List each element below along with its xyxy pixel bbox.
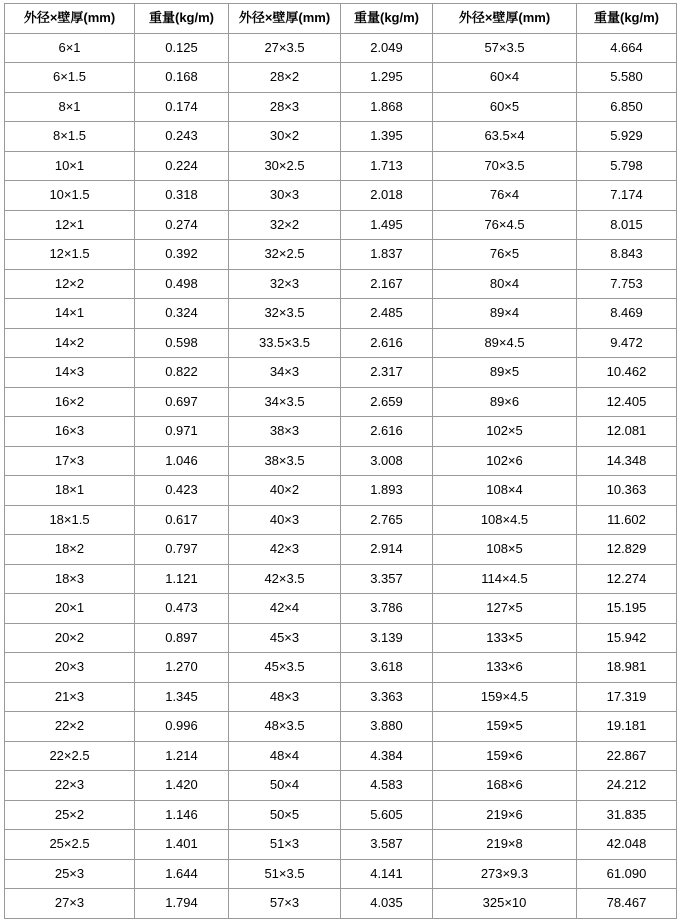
- table-row: [5, 328, 677, 358]
- table-cell: 0.392: [135, 240, 229, 270]
- table-cell: 0.168: [135, 63, 229, 93]
- table-cell: 22×2.5: [5, 741, 135, 771]
- table-row: [5, 210, 677, 240]
- table-cell: 27×3: [5, 889, 135, 919]
- table-row: [5, 446, 677, 476]
- table-row: [5, 299, 677, 329]
- table-cell: 8.469: [577, 299, 677, 329]
- table-row: [5, 682, 677, 712]
- table-row: [5, 830, 677, 860]
- table-row: [5, 505, 677, 535]
- table-cell: 32×3: [229, 269, 341, 299]
- table-row: [5, 417, 677, 447]
- table-cell: 30×2: [229, 122, 341, 152]
- table-cell: 14×3: [5, 358, 135, 388]
- table-cell: 0.274: [135, 210, 229, 240]
- table-cell: 4.384: [341, 741, 433, 771]
- table-cell: 0.125: [135, 33, 229, 63]
- table-cell: 76×4.5: [433, 210, 577, 240]
- table-cell: 127×5: [433, 594, 577, 624]
- table-cell: 19.181: [577, 712, 677, 742]
- table-cell: 0.224: [135, 151, 229, 181]
- table-cell: 273×9.3: [433, 859, 577, 889]
- table-cell: 16×3: [5, 417, 135, 447]
- table-cell: 12×1: [5, 210, 135, 240]
- table-cell: 0.318: [135, 181, 229, 211]
- table-cell: 159×4.5: [433, 682, 577, 712]
- table-cell: 0.598: [135, 328, 229, 358]
- table-cell: 31.835: [577, 800, 677, 830]
- table-cell: 63.5×4: [433, 122, 577, 152]
- table-cell: 25×3: [5, 859, 135, 889]
- table-cell: 0.243: [135, 122, 229, 152]
- table-cell: 4.141: [341, 859, 433, 889]
- table-cell: 108×5: [433, 535, 577, 565]
- table-row: [5, 33, 677, 63]
- table-row: [5, 771, 677, 801]
- table-cell: 0.822: [135, 358, 229, 388]
- table-cell: 8.015: [577, 210, 677, 240]
- table-row: [5, 181, 677, 211]
- table-cell: 57×3: [229, 889, 341, 919]
- table-row: [5, 564, 677, 594]
- table-cell: 1.345: [135, 682, 229, 712]
- table-cell: 51×3: [229, 830, 341, 860]
- table-cell: 0.697: [135, 387, 229, 417]
- table-cell: 38×3: [229, 417, 341, 447]
- table-cell: 1.295: [341, 63, 433, 93]
- table-row: [5, 712, 677, 742]
- table-cell: 0.498: [135, 269, 229, 299]
- table-cell: 18×2: [5, 535, 135, 565]
- table-cell: 48×3.5: [229, 712, 341, 742]
- table-cell: 89×6: [433, 387, 577, 417]
- table-cell: 1.046: [135, 446, 229, 476]
- table-row: [5, 535, 677, 565]
- table-cell: 42×3: [229, 535, 341, 565]
- table-cell: 6×1.5: [5, 63, 135, 93]
- table-cell: 38×3.5: [229, 446, 341, 476]
- table-cell: 168×6: [433, 771, 577, 801]
- table-cell: 1.794: [135, 889, 229, 919]
- table-header-row: [5, 4, 677, 34]
- table-cell: 159×6: [433, 741, 577, 771]
- table-cell: 0.797: [135, 535, 229, 565]
- table-cell: 3.357: [341, 564, 433, 594]
- column-header-weight-3: 重量(kg/m): [577, 4, 677, 34]
- table-cell: 12.081: [577, 417, 677, 447]
- table-cell: 76×4: [433, 181, 577, 211]
- table-cell: 40×2: [229, 476, 341, 506]
- table-cell: 45×3.5: [229, 653, 341, 683]
- table-cell: 1.495: [341, 210, 433, 240]
- table-row: [5, 240, 677, 270]
- table-cell: 1.214: [135, 741, 229, 771]
- table-cell: 1.395: [341, 122, 433, 152]
- table-cell: 219×8: [433, 830, 577, 860]
- table-cell: 25×2: [5, 800, 135, 830]
- table-cell: 3.008: [341, 446, 433, 476]
- table-cell: 89×4: [433, 299, 577, 329]
- table-cell: 2.317: [341, 358, 433, 388]
- table-row: [5, 151, 677, 181]
- table-cell: 0.617: [135, 505, 229, 535]
- table-cell: 8×1: [5, 92, 135, 122]
- table-cell: 3.618: [341, 653, 433, 683]
- table-cell: 12.829: [577, 535, 677, 565]
- table-cell: 10.363: [577, 476, 677, 506]
- table-cell: 159×5: [433, 712, 577, 742]
- table-cell: 325×10: [433, 889, 577, 919]
- table-row: [5, 623, 677, 653]
- table-cell: 2.485: [341, 299, 433, 329]
- table-cell: 22.867: [577, 741, 677, 771]
- table-cell: 28×2: [229, 63, 341, 93]
- table-cell: 5.929: [577, 122, 677, 152]
- table-row: [5, 358, 677, 388]
- table-cell: 30×3: [229, 181, 341, 211]
- table-cell: 32×2: [229, 210, 341, 240]
- table-cell: 28×3: [229, 92, 341, 122]
- table-cell: 34×3.5: [229, 387, 341, 417]
- table-cell: 33.5×3.5: [229, 328, 341, 358]
- column-header-weight-1: 重量(kg/m): [135, 4, 229, 34]
- table-cell: 89×4.5: [433, 328, 577, 358]
- table-row: [5, 63, 677, 93]
- table-cell: 32×3.5: [229, 299, 341, 329]
- table-cell: 45×3: [229, 623, 341, 653]
- table-cell: 1.644: [135, 859, 229, 889]
- table-cell: 50×5: [229, 800, 341, 830]
- table-cell: 4.664: [577, 33, 677, 63]
- table-cell: 133×5: [433, 623, 577, 653]
- table-cell: 0.897: [135, 623, 229, 653]
- table-cell: 6×1: [5, 33, 135, 63]
- table-cell: 22×2: [5, 712, 135, 742]
- table-cell: 1.868: [341, 92, 433, 122]
- table-row: [5, 741, 677, 771]
- table-cell: 18×3: [5, 564, 135, 594]
- table-cell: 61.090: [577, 859, 677, 889]
- table-cell: 5.798: [577, 151, 677, 181]
- table-cell: 27×3.5: [229, 33, 341, 63]
- table-cell: 15.942: [577, 623, 677, 653]
- table-cell: 10×1.5: [5, 181, 135, 211]
- table-cell: 14×1: [5, 299, 135, 329]
- table-cell: 2.018: [341, 181, 433, 211]
- table-cell: 34×3: [229, 358, 341, 388]
- table-cell: 4.583: [341, 771, 433, 801]
- table-cell: 60×4: [433, 63, 577, 93]
- table-cell: 0.971: [135, 417, 229, 447]
- table-cell: 18×1: [5, 476, 135, 506]
- table-cell: 30×2.5: [229, 151, 341, 181]
- table-cell: 20×3: [5, 653, 135, 683]
- table-cell: 3.786: [341, 594, 433, 624]
- table-cell: 21×3: [5, 682, 135, 712]
- table-cell: 20×2: [5, 623, 135, 653]
- pipe-weight-table: [4, 3, 677, 919]
- table-cell: 24.212: [577, 771, 677, 801]
- table-cell: 20×1: [5, 594, 135, 624]
- table-cell: 8×1.5: [5, 122, 135, 152]
- table-cell: 42×4: [229, 594, 341, 624]
- table-cell: 5.580: [577, 63, 677, 93]
- table-cell: 2.765: [341, 505, 433, 535]
- table-cell: 10.462: [577, 358, 677, 388]
- table-cell: 42×3.5: [229, 564, 341, 594]
- table-cell: 12.405: [577, 387, 677, 417]
- table-cell: 12×2: [5, 269, 135, 299]
- table-cell: 7.174: [577, 181, 677, 211]
- column-header-weight-2: 重量(kg/m): [341, 4, 433, 34]
- table-cell: 1.401: [135, 830, 229, 860]
- table-cell: 57×3.5: [433, 33, 577, 63]
- table-cell: 0.324: [135, 299, 229, 329]
- table-cell: 1.146: [135, 800, 229, 830]
- table-cell: 14.348: [577, 446, 677, 476]
- table-cell: 1.893: [341, 476, 433, 506]
- table-cell: 0.174: [135, 92, 229, 122]
- table-cell: 18×1.5: [5, 505, 135, 535]
- table-cell: 70×3.5: [433, 151, 577, 181]
- table-cell: 16×2: [5, 387, 135, 417]
- table-cell: 3.363: [341, 682, 433, 712]
- table-cell: 102×6: [433, 446, 577, 476]
- table-cell: 12.274: [577, 564, 677, 594]
- table-cell: 1.121: [135, 564, 229, 594]
- table-cell: 6.850: [577, 92, 677, 122]
- table-cell: 2.914: [341, 535, 433, 565]
- table-cell: 2.167: [341, 269, 433, 299]
- table-cell: 15.195: [577, 594, 677, 624]
- table-cell: 89×5: [433, 358, 577, 388]
- table-cell: 9.472: [577, 328, 677, 358]
- table-cell: 2.616: [341, 328, 433, 358]
- table-cell: 114×4.5: [433, 564, 577, 594]
- table-cell: 2.616: [341, 417, 433, 447]
- table-cell: 102×5: [433, 417, 577, 447]
- column-header-outer-diameter-thickness-2: 外径×壁厚(mm): [229, 4, 341, 34]
- table-cell: 4.035: [341, 889, 433, 919]
- table-cell: 80×4: [433, 269, 577, 299]
- table-cell: 2.659: [341, 387, 433, 417]
- table-cell: 7.753: [577, 269, 677, 299]
- table-cell: 17.319: [577, 682, 677, 712]
- table-cell: 32×2.5: [229, 240, 341, 270]
- table-cell: 60×5: [433, 92, 577, 122]
- table-row: [5, 387, 677, 417]
- table-row: [5, 594, 677, 624]
- table-cell: 2.049: [341, 33, 433, 63]
- table-cell: 0.423: [135, 476, 229, 506]
- table-cell: 108×4.5: [433, 505, 577, 535]
- table-cell: 11.602: [577, 505, 677, 535]
- table-cell: 5.605: [341, 800, 433, 830]
- table-row: [5, 653, 677, 683]
- table-cell: 10×1: [5, 151, 135, 181]
- table-cell: 42.048: [577, 830, 677, 860]
- table-cell: 50×4: [229, 771, 341, 801]
- table-cell: 17×3: [5, 446, 135, 476]
- table-cell: 1.837: [341, 240, 433, 270]
- table-row: [5, 92, 677, 122]
- table-cell: 40×3: [229, 505, 341, 535]
- table-row: [5, 859, 677, 889]
- table-cell: 25×2.5: [5, 830, 135, 860]
- table-row: [5, 476, 677, 506]
- table-cell: 219×6: [433, 800, 577, 830]
- table-cell: 76×5: [433, 240, 577, 270]
- column-header-outer-diameter-thickness-1: 外径×壁厚(mm): [5, 4, 135, 34]
- table-cell: 22×3: [5, 771, 135, 801]
- table-cell: 48×4: [229, 741, 341, 771]
- table-cell: 3.587: [341, 830, 433, 860]
- table-cell: 133×6: [433, 653, 577, 683]
- table-cell: 48×3: [229, 682, 341, 712]
- table-cell: 1.270: [135, 653, 229, 683]
- table-cell: 0.473: [135, 594, 229, 624]
- table-cell: 51×3.5: [229, 859, 341, 889]
- table-cell: 1.420: [135, 771, 229, 801]
- table-row: [5, 889, 677, 919]
- table-cell: 8.843: [577, 240, 677, 270]
- table-cell: 12×1.5: [5, 240, 135, 270]
- table-row: [5, 269, 677, 299]
- table-cell: 14×2: [5, 328, 135, 358]
- table-cell: 1.713: [341, 151, 433, 181]
- column-header-outer-diameter-thickness-3: 外径×壁厚(mm): [433, 4, 577, 34]
- table-row: [5, 800, 677, 830]
- table-cell: 3.880: [341, 712, 433, 742]
- table-cell: 108×4: [433, 476, 577, 506]
- table-cell: 3.139: [341, 623, 433, 653]
- table-cell: 78.467: [577, 889, 677, 919]
- table-cell: 18.981: [577, 653, 677, 683]
- table-cell: 0.996: [135, 712, 229, 742]
- table-row: [5, 122, 677, 152]
